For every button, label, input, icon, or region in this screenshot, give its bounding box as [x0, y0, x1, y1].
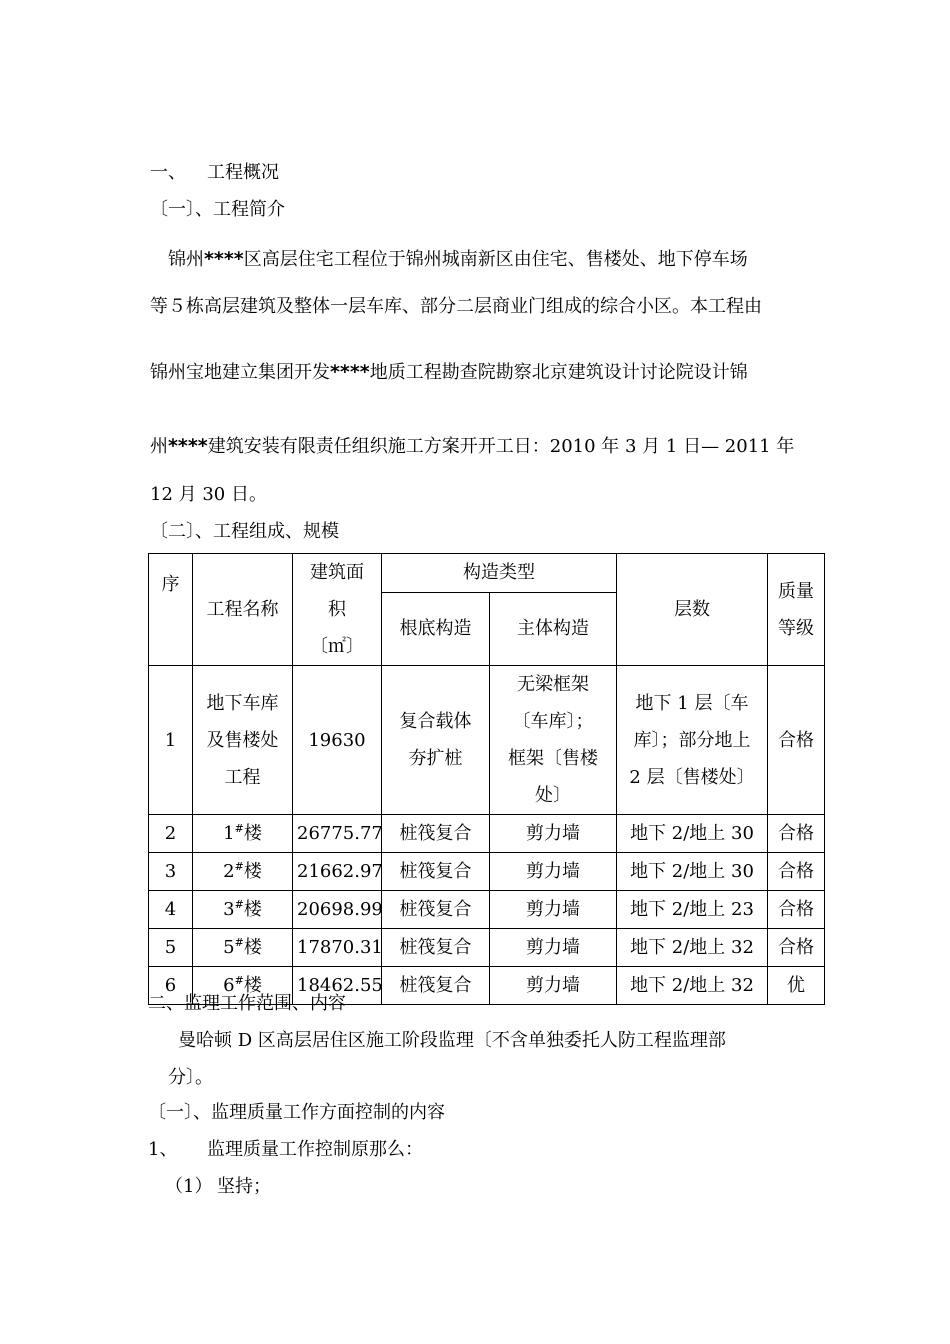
building-mark: # [234, 898, 244, 911]
list-text: 监理质量工作控制原那么： [207, 1139, 423, 1160]
intro-line-1 [168, 247, 748, 272]
building-mark: # [234, 822, 244, 835]
cell-line: 复合载体 [399, 711, 472, 732]
cell-floors: 地下 2/地上 23 [617, 891, 768, 929]
cell-main-structure: 剪力墙 [490, 967, 617, 1005]
cell-name [193, 929, 293, 967]
building-suffix: 楼 [243, 937, 262, 958]
cell-floors [617, 666, 768, 815]
intro-line-3 [150, 360, 748, 385]
header-floors: 层数 [617, 554, 768, 666]
header-foundation: 根底构造 [382, 592, 490, 665]
section-number: 一、 [150, 162, 186, 183]
cell-area: 17870.31 [293, 929, 382, 967]
cell-quality: 合格 [768, 815, 825, 853]
cell-quality: 合格 [768, 666, 825, 815]
cell-name [193, 815, 293, 853]
cell-quality: 合格 [768, 929, 825, 967]
building-number: 2 [223, 861, 235, 882]
section-heading-2: 二、监理工作范围、内容 [148, 993, 346, 1014]
cell-line: 地下 1 层〔车 [635, 692, 749, 714]
building-mark: # [234, 974, 244, 987]
table-row [149, 891, 825, 929]
redacted-stars: **** [330, 361, 370, 383]
header-quality [768, 554, 825, 666]
cell-main-structure: 剪力墙 [490, 929, 617, 967]
intro-text: 锦州宝地建立集团开发 [150, 362, 330, 383]
cell-quality: 优 [768, 967, 825, 1005]
cell-seq: 6 [149, 967, 193, 1005]
cell-foundation: 桩筏复合 [382, 853, 490, 891]
cell-foundation: 桩筏复合 [382, 967, 490, 1005]
cell-foundation [382, 666, 490, 815]
cell-seq: 2 [149, 815, 193, 853]
header-structure: 构造类型 [382, 554, 617, 593]
building-suffix: 楼 [243, 899, 262, 920]
building-mark: # [234, 860, 244, 873]
cell-seq: 3 [149, 853, 193, 891]
cell-foundation: 桩筏复合 [382, 891, 490, 929]
cell-name [193, 891, 293, 929]
cell-line: 库〕；部分地上 [633, 729, 751, 751]
scope-line-2: 分〕。 [168, 1067, 213, 1088]
cell-area: 21662.97 [293, 853, 382, 891]
intro-text: 区高层住宅工程位于锦州城南新区由住宅、售楼处、地下停车场 [243, 249, 748, 270]
cell-seq: 5 [149, 929, 193, 967]
subsection-heading-scale: 〔二〕、工程组成、规模 [150, 521, 339, 542]
cell-name [193, 853, 293, 891]
cell-area: 18462.55 [293, 967, 382, 1005]
intro-line-5: 12 月 30 日。 [150, 484, 267, 505]
cell-foundation: 桩筏复合 [382, 929, 490, 967]
cell-name [193, 666, 293, 815]
intro-line-2: 等５栋高层建筑及整体一层车库、部分二层商业门组成的综合小区。本工程由 [150, 296, 762, 317]
cell-line: 及售楼处 [206, 729, 279, 751]
header-main-structure: 主体构造 [490, 592, 617, 665]
building-mark: # [234, 936, 244, 949]
section-title: 工程概况 [207, 162, 279, 183]
table-row [149, 666, 825, 815]
redacted-stars: **** [168, 435, 208, 457]
table-row [149, 815, 825, 853]
building-number: 3 [223, 899, 235, 920]
subsection-heading-intro: 〔一〕、工程简介 [150, 199, 285, 220]
cell-main-structure: 剪力墙 [490, 815, 617, 853]
intro-text: 锦州 [168, 249, 204, 270]
building-suffix: 楼 [243, 975, 262, 996]
building-suffix: 楼 [243, 823, 262, 844]
cell-line: 〔车库〕； [512, 711, 594, 732]
cell-floors: 地下 2/地上 30 [617, 815, 768, 853]
header-area-line: 建筑面 [310, 562, 364, 583]
cell-seq: 4 [149, 891, 193, 929]
intro-text: 建筑安装有限责任组织施工方案开开工日：2010 年 3 月 1 日— 2011 年 [207, 436, 795, 457]
building-number: 6 [223, 975, 235, 996]
cell-floors: 地下 2/地上 32 [617, 929, 768, 967]
cell-main-structure: 剪力墙 [490, 853, 617, 891]
cell-area: 20698.99 [293, 891, 382, 929]
redacted-stars: **** [204, 248, 244, 270]
cell-area: 26775.77 [293, 815, 382, 853]
cell-line: 工程 [224, 766, 261, 788]
intro-line-4 [150, 434, 794, 459]
header-area-line: 〔㎡〕 [310, 636, 364, 657]
cell-floors: 地下 2/地上 30 [617, 853, 768, 891]
table-header-row [149, 554, 825, 593]
header-quality-line: 质量 [778, 580, 814, 602]
header-area [293, 554, 382, 666]
cell-seq: 1 [149, 666, 193, 815]
cell-foundation: 桩筏复合 [382, 815, 490, 853]
header-name: 工程名称 [193, 554, 293, 666]
list-number: （1） [165, 1176, 213, 1197]
intro-text: 州 [150, 436, 168, 457]
building-number: 1 [223, 823, 235, 844]
cell-line: 夯扩桩 [408, 748, 463, 769]
cell-line: 处〕 [535, 785, 571, 806]
cell-line: 地下车库 [206, 692, 279, 714]
header-quality-line: 等级 [778, 617, 814, 639]
header-area-line: 积 [328, 599, 346, 620]
cell-main-structure [490, 666, 617, 815]
table-row [149, 929, 825, 967]
cell-quality: 合格 [768, 891, 825, 929]
list-text: 坚持； [217, 1176, 271, 1197]
project-table [148, 553, 825, 1005]
cell-floors: 地下 2/地上 32 [617, 967, 768, 1005]
cell-area: 19630 [293, 666, 382, 815]
cell-line: 框架〔售楼 [508, 748, 598, 769]
building-suffix: 楼 [243, 861, 262, 882]
building-number: 5 [223, 937, 235, 958]
list-number: 1、 [148, 1139, 178, 1160]
cell-main-structure: 剪力墙 [490, 891, 617, 929]
cell-quality: 合格 [768, 853, 825, 891]
cell-line: 2 层〔售楼处〕 [629, 766, 755, 788]
scope-line-1: 曼哈顿 D 区高层居住区施工阶段监理〔不含单独委托人防工程监理部 [178, 1030, 726, 1051]
header-seq: 序 [149, 554, 193, 666]
table-row [149, 853, 825, 891]
intro-text: 地质工程勘查院勘察北京建筑设计讨论院设计锦 [369, 362, 748, 383]
cell-line: 无梁框架 [517, 674, 589, 695]
subsection-heading-quality: 〔一〕、监理质量工作方面控制的内容 [148, 1102, 445, 1123]
